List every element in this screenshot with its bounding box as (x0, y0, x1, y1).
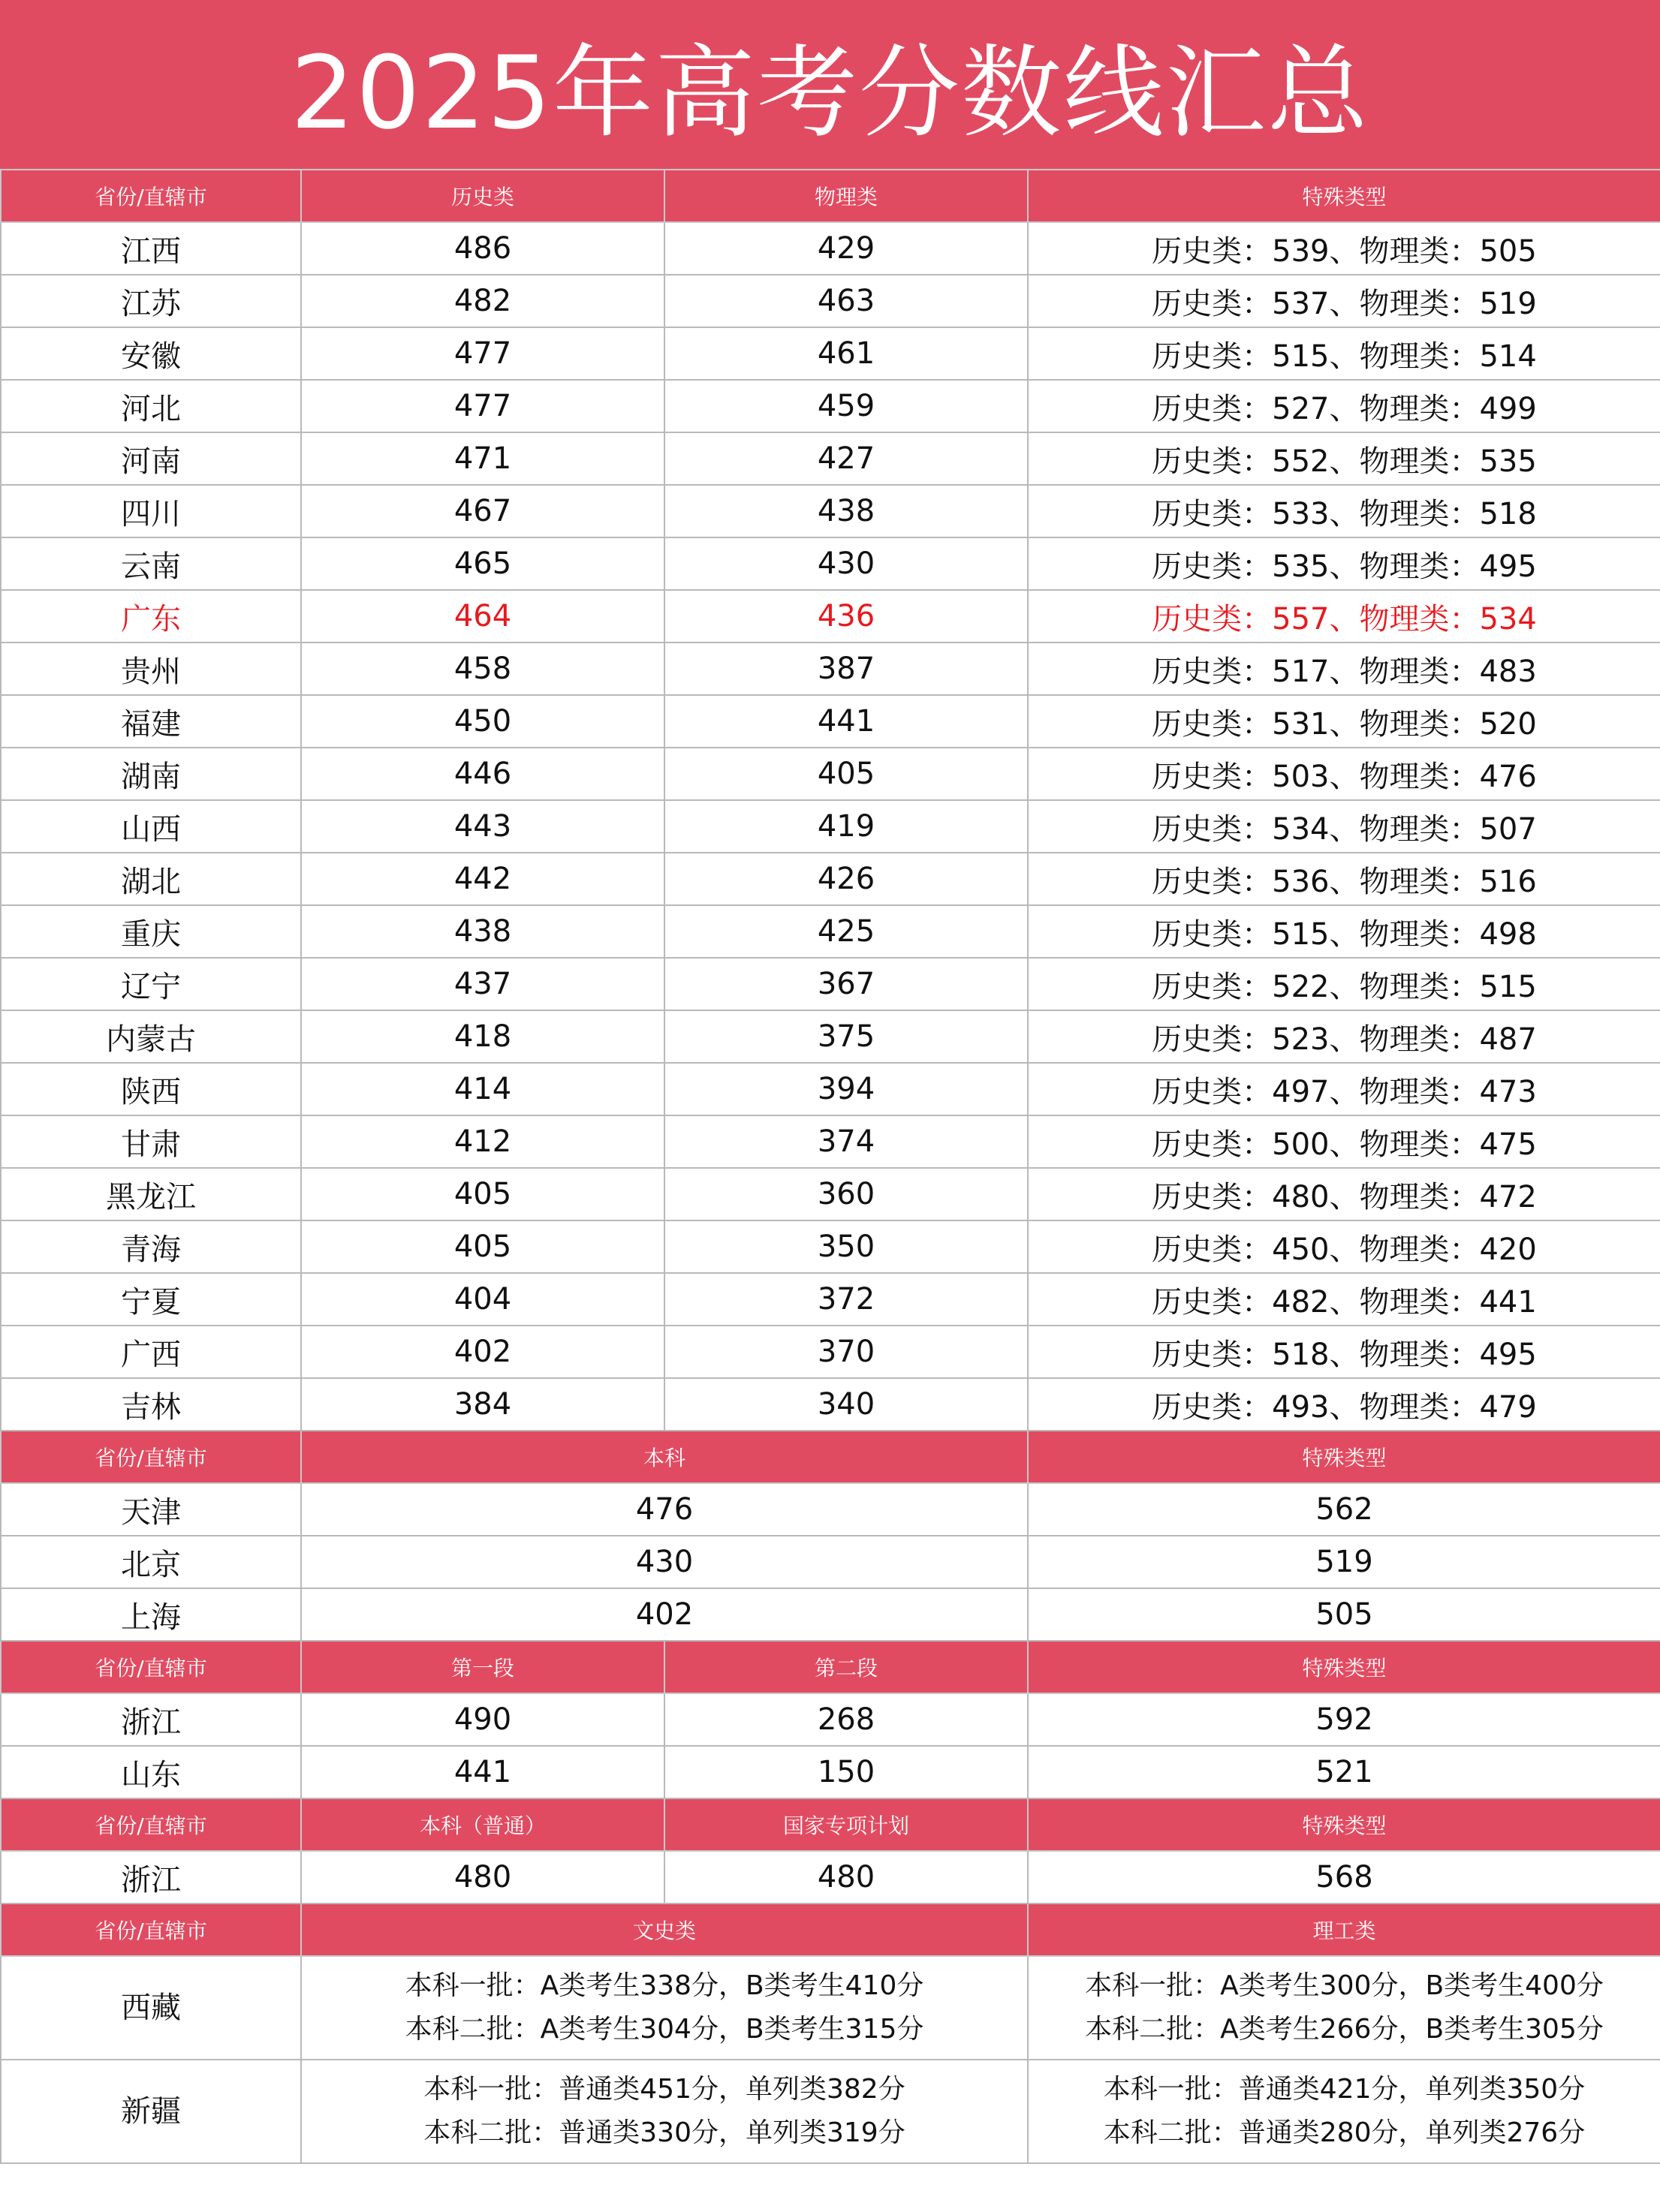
table-row (1, 1220, 1660, 1273)
history-score: 437 (301, 958, 664, 1010)
cell-line: 本科二批：A类考生304分，B类考生315分 (405, 2014, 924, 2045)
table-row (1, 905, 1660, 958)
province-name: 重庆 (1, 905, 301, 958)
column-header: 文史类 (301, 1904, 1028, 1956)
province-name: 西藏 (1, 1956, 301, 2060)
second-stage-score: 268 (664, 1693, 1028, 1746)
province-name: 湖南 (1, 748, 301, 800)
table-row (1, 1536, 1660, 1588)
province-name: 山东 (1, 1746, 301, 1798)
table-row (1, 1693, 1660, 1746)
column-header: 省份/直辖市 (1, 1798, 301, 1851)
province-name: 贵州 (1, 643, 301, 695)
physics-score: 367 (664, 958, 1028, 1010)
physics-score: 429 (664, 222, 1028, 275)
table-row (1, 1063, 1660, 1115)
column-header: 省份/直辖市 (1, 1641, 301, 1693)
table-row (1, 1326, 1660, 1378)
column-header: 物理类 (664, 170, 1028, 222)
physics-score: 419 (664, 800, 1028, 853)
province-name: 河南 (1, 432, 301, 485)
history-score: 404 (301, 1273, 664, 1326)
special-score: 历史类：482、物理类：441 (1028, 1273, 1660, 1326)
general-score: 480 (301, 1851, 664, 1904)
province-name: 广西 (1, 1326, 301, 1378)
table-row (1, 800, 1660, 853)
cell-line: 本科一批：A类考生338分，B类考生410分 (405, 1970, 924, 2001)
special-score: 562 (1028, 1483, 1660, 1536)
physics-score: 370 (664, 1326, 1028, 1378)
special-score: 历史类：536、物理类：516 (1028, 853, 1660, 905)
column-header: 理工类 (1028, 1904, 1660, 1956)
section1-header-row (1, 170, 1660, 222)
physics-score: 426 (664, 853, 1028, 905)
province-name: 湖北 (1, 853, 301, 905)
province-name: 黑龙江 (1, 1168, 301, 1220)
second-stage-score: 150 (664, 1746, 1028, 1798)
table-row (1, 643, 1660, 695)
section4-header-row (1, 1798, 1660, 1851)
table-row (1, 1273, 1660, 1326)
table-row (1, 1010, 1660, 1063)
province-name: 吉林 (1, 1378, 301, 1431)
province-name: 陕西 (1, 1063, 301, 1115)
cell-line: 本科二批：普通类280分，单列类276分 (1103, 2117, 1586, 2148)
benke-score: 430 (301, 1536, 1028, 1588)
history-score: 471 (301, 432, 664, 485)
section5-header-row (1, 1904, 1660, 1956)
province-name: 四川 (1, 485, 301, 537)
column-header: 省份/直辖市 (1, 170, 301, 222)
table-row (1, 1168, 1660, 1220)
province-name: 江西 (1, 222, 301, 275)
history-score: 465 (301, 537, 664, 590)
table-row (1, 275, 1660, 327)
score-table (0, 169, 1660, 2164)
special-score: 历史类：537、物理类：519 (1028, 275, 1660, 327)
column-header: 第一段 (301, 1641, 664, 1693)
special-score: 历史类：533、物理类：518 (1028, 485, 1660, 537)
history-score: 486 (301, 222, 664, 275)
physics-score: 350 (664, 1220, 1028, 1273)
physics-score: 375 (664, 1010, 1028, 1063)
province-name: 新疆 (1, 2060, 301, 2163)
column-header: 特殊类型 (1028, 1431, 1660, 1483)
province-name: 天津 (1, 1483, 301, 1536)
province-name: 山西 (1, 800, 301, 853)
history-score: 477 (301, 327, 664, 380)
physics-score: 461 (664, 327, 1028, 380)
national-plan-score: 480 (664, 1851, 1028, 1904)
table-row (1, 1378, 1660, 1431)
history-score: 482 (301, 275, 664, 327)
table-row (1, 2060, 1660, 2163)
history-score: 477 (301, 380, 664, 432)
arts-scores (301, 1956, 1028, 2060)
arts-scores (301, 2060, 1028, 2163)
province-name: 江苏 (1, 275, 301, 327)
special-score: 历史类：531、物理类：520 (1028, 695, 1660, 748)
physics-score: 394 (664, 1063, 1028, 1115)
history-score: 458 (301, 643, 664, 695)
table-row (1, 958, 1660, 1010)
special-score: 历史类：539、物理类：505 (1028, 222, 1660, 275)
history-score: 442 (301, 853, 664, 905)
special-score: 历史类：450、物理类：420 (1028, 1220, 1660, 1273)
physics-score: 438 (664, 485, 1028, 537)
cell-line: 本科一批：A类考生300分，B类考生400分 (1085, 1970, 1604, 2001)
history-score: 438 (301, 905, 664, 958)
province-name: 上海 (1, 1588, 301, 1641)
physics-score: 459 (664, 380, 1028, 432)
table-row (1, 1115, 1660, 1168)
benke-score: 476 (301, 1483, 1028, 1536)
physics-score: 463 (664, 275, 1028, 327)
column-header: 本科（普通） (301, 1798, 664, 1851)
special-score: 历史类：523、物理类：487 (1028, 1010, 1660, 1063)
column-header: 第二段 (664, 1641, 1028, 1693)
history-score: 467 (301, 485, 664, 537)
physics-score: 372 (664, 1273, 1028, 1326)
special-score: 521 (1028, 1746, 1660, 1798)
table-row (1, 590, 1660, 643)
table-row (1, 1956, 1660, 2060)
special-score: 历史类：493、物理类：479 (1028, 1378, 1660, 1431)
table-row (1, 1588, 1660, 1641)
special-score: 历史类：503、物理类：476 (1028, 748, 1660, 800)
physics-score: 430 (664, 537, 1028, 590)
table-row (1, 1746, 1660, 1798)
history-score: 464 (301, 590, 664, 643)
physics-score: 360 (664, 1168, 1028, 1220)
province-name: 安徽 (1, 327, 301, 380)
physics-score: 436 (664, 590, 1028, 643)
science-scores (1028, 1956, 1660, 2060)
physics-score: 374 (664, 1115, 1028, 1168)
special-score: 历史类：515、物理类：514 (1028, 327, 1660, 380)
physics-score: 340 (664, 1378, 1028, 1431)
special-score: 历史类：527、物理类：499 (1028, 380, 1660, 432)
page-title: 2025年高考分数线汇总 (290, 34, 1370, 152)
history-score: 402 (301, 1326, 664, 1378)
special-score: 历史类：552、物理类：535 (1028, 432, 1660, 485)
table-row (1, 1483, 1660, 1536)
table-row (1, 1851, 1660, 1904)
column-header: 特殊类型 (1028, 170, 1660, 222)
cell-line: 本科一批：普通类421分，单列类350分 (1103, 2074, 1586, 2105)
province-name: 广东 (1, 590, 301, 643)
table-row (1, 853, 1660, 905)
benke-score: 402 (301, 1588, 1028, 1641)
column-header: 特殊类型 (1028, 1798, 1660, 1851)
history-score: 414 (301, 1063, 664, 1115)
special-score: 历史类：534、物理类：507 (1028, 800, 1660, 853)
first-stage-score: 441 (301, 1746, 664, 1798)
table-row (1, 537, 1660, 590)
score-table-body (1, 170, 1660, 2163)
table-row (1, 485, 1660, 537)
history-score: 412 (301, 1115, 664, 1168)
province-name: 宁夏 (1, 1273, 301, 1326)
special-score: 历史类：497、物理类：473 (1028, 1063, 1660, 1115)
physics-score: 425 (664, 905, 1028, 958)
table-row (1, 432, 1660, 485)
special-score: 历史类：500、物理类：475 (1028, 1115, 1660, 1168)
table-row (1, 327, 1660, 380)
province-name: 辽宁 (1, 958, 301, 1010)
physics-score: 441 (664, 695, 1028, 748)
table-row (1, 380, 1660, 432)
column-header: 省份/直辖市 (1, 1904, 301, 1956)
section2-header-row (1, 1431, 1660, 1483)
province-name: 浙江 (1, 1693, 301, 1746)
province-name: 北京 (1, 1536, 301, 1588)
history-score: 446 (301, 748, 664, 800)
column-header: 省份/直辖市 (1, 1431, 301, 1483)
science-scores (1028, 2060, 1660, 2163)
cell-line: 本科二批：A类考生266分，B类考生305分 (1085, 2014, 1604, 2045)
province-name: 甘肃 (1, 1115, 301, 1168)
physics-score: 405 (664, 748, 1028, 800)
special-score: 历史类：518、物理类：495 (1028, 1326, 1660, 1378)
province-name: 福建 (1, 695, 301, 748)
history-score: 405 (301, 1168, 664, 1220)
province-name: 浙江 (1, 1851, 301, 1904)
special-score: 505 (1028, 1588, 1660, 1641)
table-row (1, 748, 1660, 800)
special-score: 历史类：535、物理类：495 (1028, 537, 1660, 590)
province-name: 内蒙古 (1, 1010, 301, 1063)
special-score: 592 (1028, 1693, 1660, 1746)
physics-score: 387 (664, 643, 1028, 695)
special-score: 历史类：480、物理类：472 (1028, 1168, 1660, 1220)
column-header: 本科 (301, 1431, 1028, 1483)
province-name: 青海 (1, 1220, 301, 1273)
physics-score: 427 (664, 432, 1028, 485)
cell-line: 本科一批：普通类451分，单列类382分 (423, 2074, 905, 2105)
province-name: 云南 (1, 537, 301, 590)
special-score: 568 (1028, 1851, 1660, 1904)
special-score: 历史类：557、物理类：534 (1028, 590, 1660, 643)
history-score: 405 (301, 1220, 664, 1273)
special-score: 519 (1028, 1536, 1660, 1588)
history-score: 443 (301, 800, 664, 853)
history-score: 418 (301, 1010, 664, 1063)
special-score: 历史类：517、物理类：483 (1028, 643, 1660, 695)
column-header: 历史类 (301, 170, 664, 222)
section3-header-row (1, 1641, 1660, 1693)
table-row (1, 695, 1660, 748)
column-header: 国家专项计划 (664, 1798, 1028, 1851)
first-stage-score: 490 (301, 1693, 664, 1746)
history-score: 384 (301, 1378, 664, 1431)
title-banner (0, 0, 1660, 169)
special-score: 历史类：522、物理类：515 (1028, 958, 1660, 1010)
column-header: 特殊类型 (1028, 1641, 1660, 1693)
province-name: 河北 (1, 380, 301, 432)
cell-line: 本科二批：普通类330分，单列类319分 (423, 2117, 905, 2148)
table-row (1, 222, 1660, 275)
history-score: 450 (301, 695, 664, 748)
special-score: 历史类：515、物理类：498 (1028, 905, 1660, 958)
